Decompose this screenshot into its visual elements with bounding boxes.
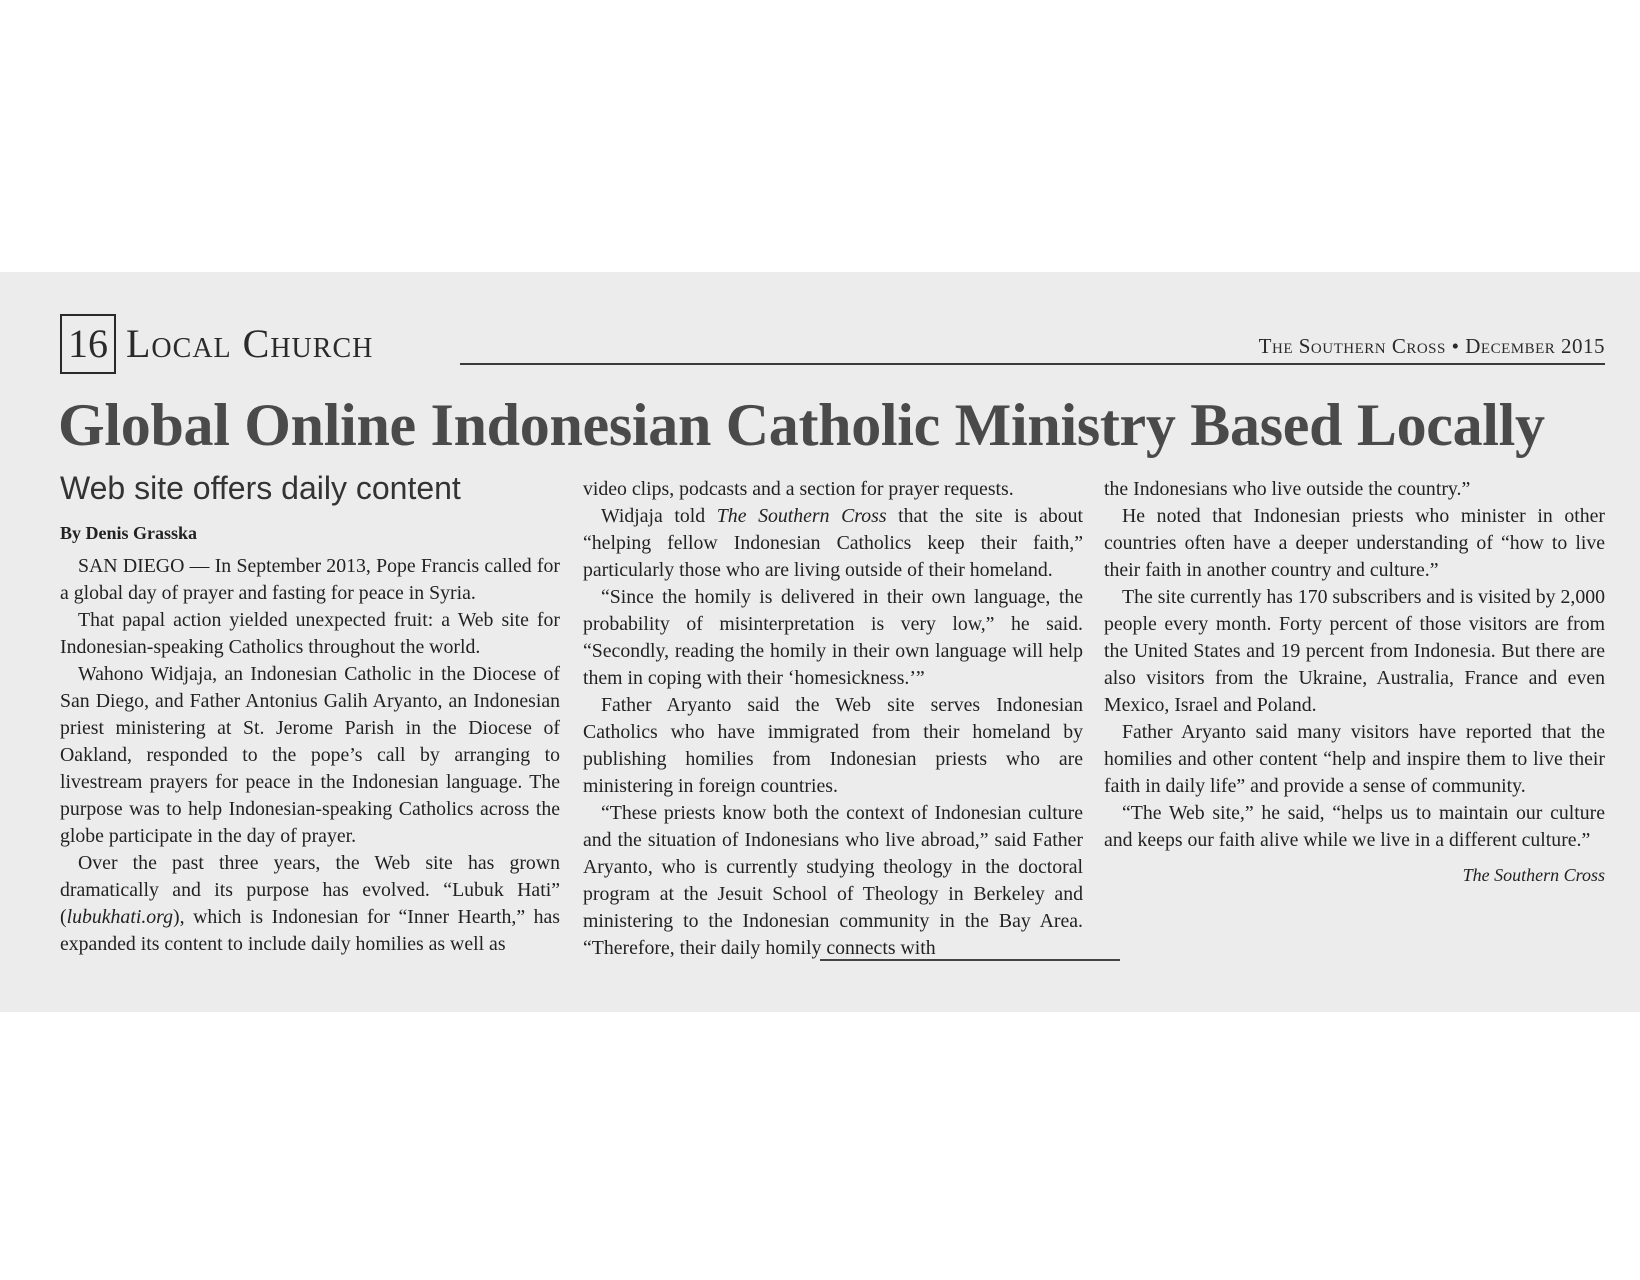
- paragraph: the Indonesians who live outside the country.”: [1104, 478, 1471, 500]
- page-number: 16: [60, 314, 116, 374]
- paragraph: [583, 503, 1083, 584]
- paragraph: “Since the homily is delivered in their own language, the probability of misinterpretation is very low,” he said. “Secondly, reading the homily in their own language will help them in coping with their ‘homesickness.’”: [583, 586, 1083, 689]
- paragraph: Father Aryanto said many visitors have reported that the homilies and other content “help and inspire them to live their faith in daily life” and provide a sense of community.: [1104, 721, 1605, 797]
- byline: By Denis Grasska: [60, 523, 198, 543]
- publication-reference: The Southern Cross: [716, 505, 887, 527]
- paragraph: [60, 850, 560, 958]
- paragraph: SAN DIEGO — In September 2013, Pope Francis called for a global day of prayer and fasting for peace in Syria.: [60, 555, 560, 604]
- page-header: [60, 314, 1605, 380]
- article-column-2: [583, 476, 1083, 962]
- paragraph: Wahono Widjaja, an Indonesian Catholic in the Diocese of San Diego, and Father Antonius Galih Aryanto, an Indonesian priest ministering at St. Jerome Parish in the Diocese of Oakland, responded to the pope’s call by arranging to livestream prayers for peace in the Indonesian language. The purpose was to help Indonesian-speaking Catholics across the globe participate in the day of prayer.: [60, 663, 560, 847]
- paragraph: “These priests know both the context of Indonesian culture and the situation of Indonesians who live abroad,” said Father Aryanto, who is currently studying theology in the doctoral program at the Jesuit School of Theology in Berkeley and ministering to the Indonesian community in the Bay Area. “Therefore, their daily homily connects with: [583, 802, 1083, 959]
- separator-dot: •: [1451, 334, 1460, 358]
- text-run: that the site is about “helping fellow Indonesian Catholics keep their faith,” particularly those who are living outside of their homeland.: [583, 505, 1083, 581]
- article-column-1: [60, 470, 560, 958]
- paragraph: The site currently has 170 subscribers and is visited by 2,000 people every month. Forty percent of those visitors are from the United States and 19 percent from Indonesia. But there are also visitors from the Ukraine, Australia, France and even Mexico, Israel and Poland.: [1104, 586, 1605, 716]
- source-credit: The Southern Cross: [1462, 865, 1605, 885]
- section-title: Local Church: [126, 321, 374, 366]
- paragraph: That papal action yielded unexpected fruit: a Web site for Indonesian-speaking Catholics throughout the world.: [60, 609, 560, 658]
- newspaper-clipping: [60, 314, 1605, 994]
- publication-info: [1251, 334, 1605, 359]
- paragraph: He noted that Indonesian priests who minister in other countries often have a deeper understanding of “how to live their faith in another country and culture.”: [1104, 505, 1605, 581]
- article-column-3: [1104, 476, 1605, 889]
- header-rule: [460, 363, 1605, 365]
- publication-name: The Southern Cross: [1258, 334, 1446, 358]
- bottom-rule: [820, 959, 1120, 961]
- website-url: lubukhati.org: [66, 906, 174, 928]
- headline: Global Online Indonesian Catholic Ministry Based Locally: [58, 392, 1545, 458]
- paragraph: video clips, podcasts and a section for prayer requests.: [583, 478, 1014, 500]
- subhead: Web site offers daily content: [60, 470, 461, 506]
- paragraph: “The Web site,” he said, “helps us to maintain our culture and keeps our faith alive while we live in a different culture.”: [1104, 802, 1605, 851]
- text-run: ), which is Indonesian for “Inner Hearth,” has expanded its content to include daily homilies as well as: [60, 906, 560, 955]
- text-run: Over the past three years, the Web site has grown dramatically and its purpose has evolved. “Lubuk Hati” (: [60, 852, 560, 928]
- paragraph: Father Aryanto said the Web site serves Indonesian Catholics who have immigrated from their homeland by publishing homilies from Indonesian priests who are ministering in foreign countries.: [583, 694, 1083, 797]
- text-run: Widjaja told: [601, 505, 717, 527]
- issue-date: December 2015: [1465, 334, 1605, 358]
